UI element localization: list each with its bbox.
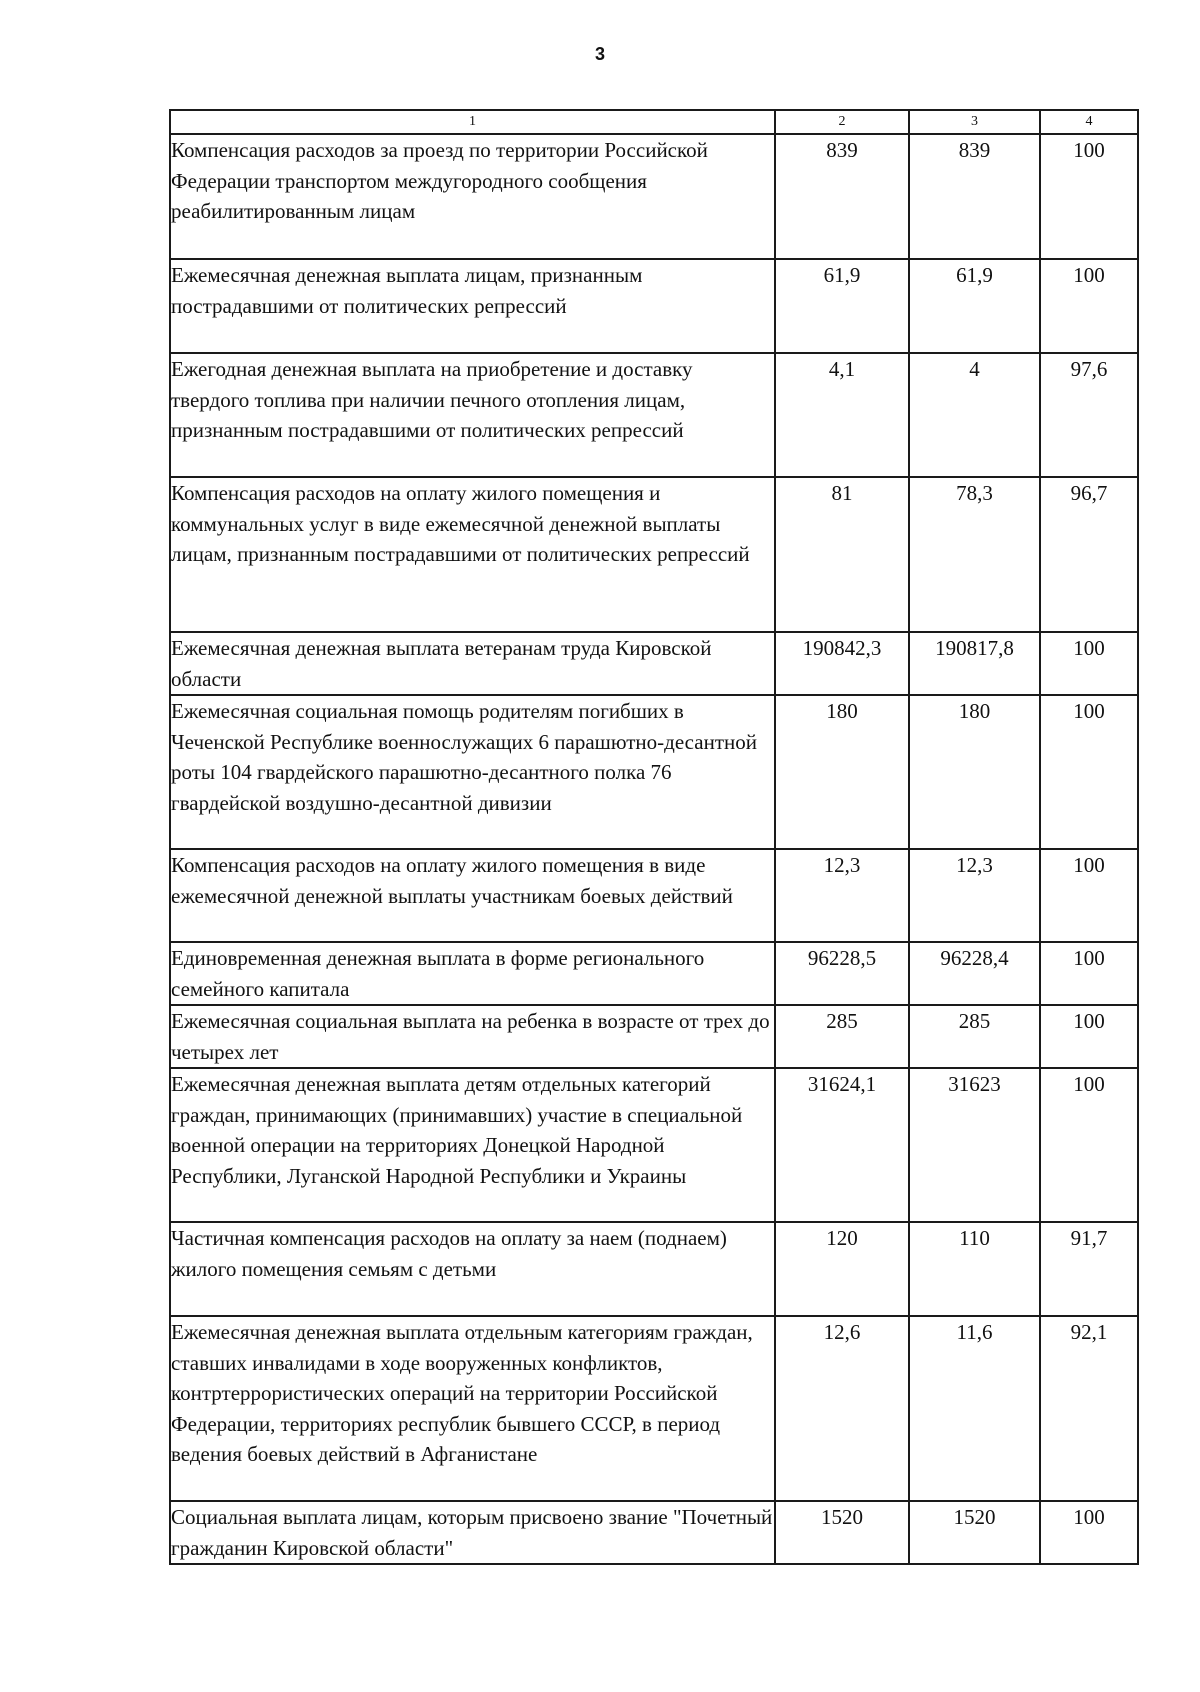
table-row bbox=[170, 1222, 1138, 1316]
row-value-col4: 100 bbox=[1040, 632, 1138, 695]
row-value-col2: 285 bbox=[775, 1005, 909, 1068]
table-row bbox=[170, 1005, 1138, 1068]
row-value-col3: 31623 bbox=[909, 1068, 1040, 1222]
row-value-col3: 839 bbox=[909, 134, 1040, 259]
row-value-col2: 190842,3 bbox=[775, 632, 909, 695]
row-description: Компенсация расходов на оплату жилого помещения в виде ежемесячной денежной выплаты участникам боевых действий bbox=[170, 849, 775, 942]
row-value-col2: 61,9 bbox=[775, 259, 909, 353]
row-value-col2: 1520 bbox=[775, 1501, 909, 1564]
table-row bbox=[170, 134, 1138, 259]
row-description: Компенсация расходов за проезд по территории Российской Федерации транспортом междугородного сообщения реабилитированным лицам bbox=[170, 134, 775, 259]
row-value-col4: 100 bbox=[1040, 849, 1138, 942]
row-value-col4: 100 bbox=[1040, 259, 1138, 353]
row-value-col3: 285 bbox=[909, 1005, 1040, 1068]
row-value-col4: 91,7 bbox=[1040, 1222, 1138, 1316]
row-value-col2: 12,6 bbox=[775, 1316, 909, 1501]
row-value-col4: 100 bbox=[1040, 1005, 1138, 1068]
row-description: Ежемесячная социальная выплата на ребенка в возрасте от трех до четырех лет bbox=[170, 1005, 775, 1068]
column-header-1: 1 bbox=[170, 110, 775, 134]
row-description: Ежегодная денежная выплата на приобретение и доставку твердого топлива при наличии печного отопления лицам, признанным пострадавшими от политических репрессий bbox=[170, 353, 775, 477]
table-row bbox=[170, 695, 1138, 849]
row-description: Социальная выплата лицам, которым присвоено звание "Почетный гражданин Кировской области" bbox=[170, 1501, 775, 1564]
column-header-4: 4 bbox=[1040, 110, 1138, 134]
row-value-col3: 180 bbox=[909, 695, 1040, 849]
row-value-col3: 78,3 bbox=[909, 477, 1040, 632]
table-row bbox=[170, 259, 1138, 353]
row-value-col4: 100 bbox=[1040, 134, 1138, 259]
table-row bbox=[170, 477, 1138, 632]
table-row bbox=[170, 632, 1138, 695]
row-value-col3: 11,6 bbox=[909, 1316, 1040, 1501]
row-value-col2: 96228,5 bbox=[775, 942, 909, 1005]
row-value-col3: 4 bbox=[909, 353, 1040, 477]
row-value-col4: 96,7 bbox=[1040, 477, 1138, 632]
row-description: Ежемесячная денежная выплата детям отдельных категорий граждан, принимающих (принимавших) участие в специальной военной операции на территориях Донецкой Народной Республики, Луганской Народной Республики и Украины bbox=[170, 1068, 775, 1222]
row-value-col2: 120 bbox=[775, 1222, 909, 1316]
row-value-col4: 100 bbox=[1040, 1501, 1138, 1564]
row-description: Единовременная денежная выплата в форме регионального семейного капитала bbox=[170, 942, 775, 1005]
table-row bbox=[170, 1501, 1138, 1564]
column-header-3: 3 bbox=[909, 110, 1040, 134]
row-value-col2: 81 bbox=[775, 477, 909, 632]
row-value-col4: 97,6 bbox=[1040, 353, 1138, 477]
row-value-col3: 96228,4 bbox=[909, 942, 1040, 1005]
row-value-col4: 100 bbox=[1040, 942, 1138, 1005]
table-row bbox=[170, 353, 1138, 477]
row-value-col3: 12,3 bbox=[909, 849, 1040, 942]
row-value-col3: 1520 bbox=[909, 1501, 1040, 1564]
row-description: Компенсация расходов на оплату жилого помещения и коммунальных услуг в виде ежемесячной денежной выплаты лицам, признанным пострадавшими от политических репрессий bbox=[170, 477, 775, 632]
page-number: 3 bbox=[594, 44, 605, 64]
row-value-col2: 180 bbox=[775, 695, 909, 849]
column-header-2: 2 bbox=[775, 110, 909, 134]
table-row bbox=[170, 1068, 1138, 1222]
table-row bbox=[170, 942, 1138, 1005]
row-value-col2: 4,1 bbox=[775, 353, 909, 477]
row-description: Ежемесячная денежная выплата отдельным категориям граждан, ставших инвалидами в ходе вооруженных конфликтов, контртеррористических операций на территории Российской Федерации, территориях республик бывшего СССР, в период ведения боевых действий в Афганистане bbox=[170, 1316, 775, 1501]
budget-table bbox=[169, 109, 1139, 1565]
row-value-col3: 110 bbox=[909, 1222, 1040, 1316]
row-description: Ежемесячная денежная выплата ветеранам труда Кировской области bbox=[170, 632, 775, 695]
row-value-col4: 100 bbox=[1040, 1068, 1138, 1222]
row-value-col2: 839 bbox=[775, 134, 909, 259]
table-row bbox=[170, 1316, 1138, 1501]
table-header-row bbox=[170, 110, 1138, 134]
row-description: Ежемесячная социальная помощь родителям погибших в Чеченской Республике военнослужащих 6 парашютно-десантной роты 104 гвардейского парашютно-десантного полка 76 гвардейской воздушно-десантной дивизии bbox=[170, 695, 775, 849]
row-value-col2: 12,3 bbox=[775, 849, 909, 942]
row-description: Ежемесячная денежная выплата лицам, признанным пострадавшими от политических репрессий bbox=[170, 259, 775, 353]
row-value-col2: 31624,1 bbox=[775, 1068, 909, 1222]
row-description: Частичная компенсация расходов на оплату за наем (поднаем) жилого помещения семьям с детьми bbox=[170, 1222, 775, 1316]
row-value-col4: 92,1 bbox=[1040, 1316, 1138, 1501]
row-value-col3: 190817,8 bbox=[909, 632, 1040, 695]
table-row bbox=[170, 849, 1138, 942]
row-value-col4: 100 bbox=[1040, 695, 1138, 849]
row-value-col3: 61,9 bbox=[909, 259, 1040, 353]
